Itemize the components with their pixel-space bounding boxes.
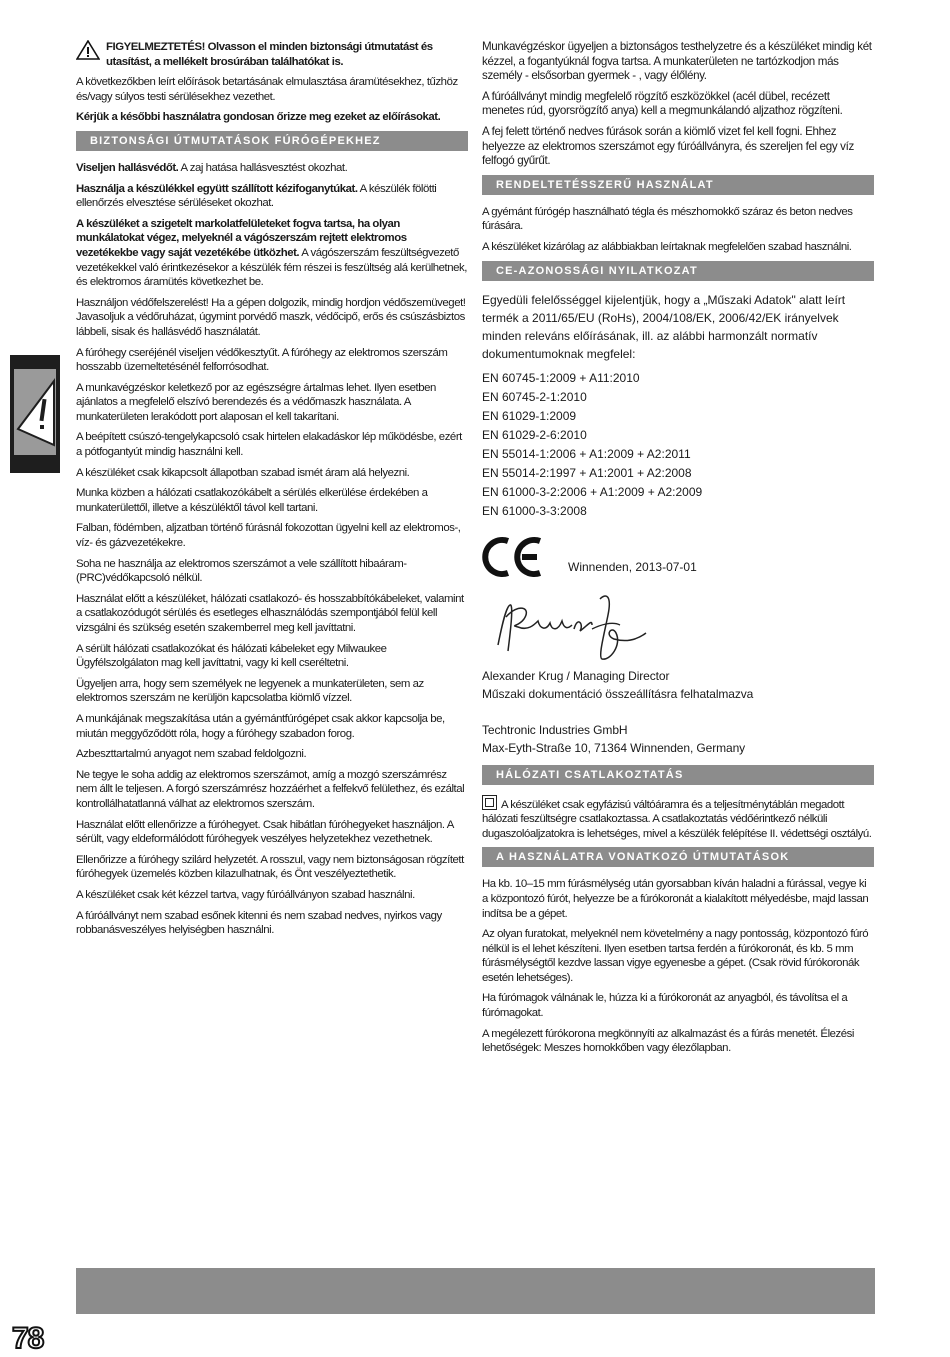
para-cable: Munka közben a hálózati csatlakozókábelt a sérülés elkerülése érdekében a munkaterülettől, illetve a készüléktől távol kell tartani. [76,487,428,514]
para-instr-4: A megélezett fúrókorona megkönnyíti az alkalmazást és a fúrás menetét. Élezési lehetőségek: Meszes homokkőben vagy élezőlapban. [482,1027,855,1055]
para-use-1: A gyémánt fúrógép használható tégla és mészhomokkő száraz és beton nedves fúrására. [482,205,853,233]
standard-item: EN 61000-3-3:2008 [482,503,587,518]
section-header-intended-use: RENDELTETÉSSZERŰ HASZNÁLAT [482,175,874,195]
para-water: Ügyeljen arra, hogy sem személyek ne legyenek a munkaterületen, sem az elektromos szerszám ne kerüljön kapcsolatba kiömlő vízzel. [76,677,424,705]
standard-item: EN 61029-2-6:2010 [482,427,587,442]
warning-block [76,40,468,69]
para-instr-3: Ha fúrómagok válnának le, húzza ki a fúrókoronát az anyagból, és távolítsa el a fúrómagokat. [482,992,848,1020]
para-mains: A készüléket csak egyfázisú váltóáramra és a teljesítménytáblán megadott hálózati feszültségre csatlakoztassa. A csatlakoztatás védőérintkező nélküli dugaszolóaljzatokra is lehetséges, mivel a készülék felépítése II. védettségi osztályú. [482,795,874,842]
para-gloves: A fúróhegy cseréjénél viseljen védőkesztyűt. A fúróhegy az elektromos szerszám hosszabb üzemeltetésénél felforrósodhat. [76,346,448,374]
standard-item: EN 55014-1:2006 + A1:2009 + A2:2011 [482,446,691,461]
exclamation-triangle-icon [14,369,56,455]
para-use-2: A készüléket kizárólag az alábbiakban leírtaknak megfelelően szabad használni. [482,240,852,253]
footer-bar [76,1268,875,1314]
para-restart: A munkájának megszakítása után a gyémántfúrógépet csak akkor kapcsolja be, miután meggyőződött róla, hogy a fúróhegy szabadon forog. [76,712,445,740]
standard-item: EN 60745-1:2009 + A11:2010 [482,370,640,385]
standard-item: EN 55014-2:1997 + A1:2001 + A2:2008 [482,465,692,480]
para-overhead: A fej felett történő nedves fúrások során a kiömlő vizet fel kell fogni. Ehhez helyezze az elektromos szerszámot egy fúróállványra, és szereljen fel egy víz felfogó gyűrűt. [482,124,854,168]
para-asbestos: Azbeszttartalmú anyagot nem szabad feldolgozni. [76,748,307,761]
para-instr-2: Az olyan furatokat, melyeknél nem követelmény a nagy pontosság, központozó fúró nélkül is el lehet készíteni. Ilyen esetben tartsa ferdén a fúrókoronát, és kb. 5 mm fúrásmélységtől kezdve lassan vigye egyenesbe a gépet. (Csak rövid fúrókoronák esetén lehetséges). [482,928,869,984]
para-prc: Soha ne használja az elektromos szerszámot a vele szállított hibaáram-(PRC)védőkapcsoló nélkül. [76,557,407,585]
section-header-instructions: A HASZNÁLATRA VONATKOZÓ ÚTMUTATÁSOK [482,847,874,867]
section-header-safety: BIZTONSÁGI ÚTMUTATÁSOK FÚRÓGÉPEKHEZ [76,131,468,151]
para-clutch: A beépített csúszó-tengelykapcsoló csak hirtelen elakadáskor lép működésbe, ezért a pótfogantyút mindig használni kell. [76,431,462,459]
signer-block [482,667,874,757]
para-bit-seated: Ellenőrizze a fúróhegy szilárd helyzetét. A rosszul, vagy nem biztonságosan rögzített fúróhegyek üzemelés közben kilazulhatnak, és Önt veszélyeztethetik. [76,853,464,881]
para-two-hands: A készüléket csak két kézzel tartva, vagy fúróállványon szabad használni. [76,888,415,901]
standards-list [482,369,874,521]
page-number: 78 [12,1322,44,1355]
para-power-off: A készüléket csak kikapcsolt állapotban szabad ismét áram alá helyezni. [76,466,410,479]
signature-icon [488,585,658,665]
right-column [482,40,874,1062]
standard-item: EN 61000-3-2:2006 + A1:2009 + A2:2009 [482,484,703,499]
section-header-mains: HÁLÓZATI CSATLAKOZTATÁS [482,765,874,785]
standard-item: EN 60745-2-1:2010 [482,389,587,404]
ce-date: Winnenden, 2013-07-01 [568,559,697,574]
para-inspect: Használat előtt a készüléket, hálózati csatlakozó- és hosszabbítókábeleket, valamint a csatlakozódugót sérülés és esetleges elhasználódás szempontjából felül kell vizsgálni és szükség esetén szakemberrel meg kell javíttatni. [76,592,464,634]
keep-instructions: Kérjük a későbbi használatra gondosan őrizze meg ezeket az előírásokat. [76,111,441,124]
para-protective-gear: Használjon védőfelszerelést! Ha a gépen dolgozik, mindig hordjon védőszemüveget! Javasoljuk a védőruházat, úgymint porvédő maszk, védőcipő, erős és csúszásbiztos lábbeli, sisak és hallásvédő használatát. [76,296,466,338]
para-posture: Munkavégzéskor ügyeljen a biztonságos testhelyzetre és a készüléket mindig két kézzel, a fogantyúknál fogva tartsa. A munkaterületen ne tartózkodjon más személy - elsősorban gyermek - , vagy élőlény. [482,40,872,83]
signer-name: Alexander Krug / Managing Director [482,668,670,683]
ce-mark-icon [482,535,548,579]
ce-declaration: Egyedüli felelősséggel kijelentjük, hogy a „Műszaki Adatok" alatt leírt termék a 2011/65/EU (RoHs), 2004/108/EK, 2006/42/EK irányelvek minden releváns előírásának, ill. az alábbi harmonzált normatív dokumentumoknak megfelel: [482,292,846,361]
para-instr-1: Ha kb. 10–15 mm fúrásmélység után gyorsabban kíván haladni a fúrással, vegye ki a központozó fúrót, helyezze be a fúrókoronát a kialakított mélyedésbe, majd lassan indítsa be a gépet. [482,878,869,920]
warning-triangle-icon [76,40,100,60]
para-put-down: Ne tegye le soha addig az elektromos szerszámot, amíg a mozgó szerszámrész nem állt le teljesen. A forgó szerszámrész hozzáérhet a felfekvő felülethez, és ezáltal kontrollálhatatlanná válhat az elektromos szerszám. [76,768,465,810]
para-check-bit: Használat előtt ellenőrizze a fúróhegyet. Csak hibátlan fúróhegyeket használjon. A sérült, vagy eldeformálódott fúróhegyek veszélyes helyzetekhez vezethetnek. [76,818,454,846]
section-header-ce: CE-AZONOSSÁGI NYILATKOZAT [482,261,874,281]
para-stand-fix: A fúróállványt mindig megfelelő rögzítő eszközökkel (acél dübel, recézett menetes rúd, gyorsrögzítő anya) kell a megmunkálandó aljzathoz rögzíteni. [482,89,843,118]
para-wall-lines: Falban, födémben, aljzatban történő fúrásnál fokozottan ügyelni kell az elektromos-, víz- és gázvezetékekre. [76,522,461,550]
standard-item: EN 61029-1:2009 [482,408,577,423]
side-warning-tab [10,355,60,473]
para-dust: A munkavégzéskor keletkező por az egészségre ártalmas lehet. Ilyen esetben ajánlatos a megfelelő elszívó berendezés és a védőmaszk használata. A munkaterületen lerakódott port alaposan el kell takarítani. [76,381,436,423]
para-damaged-cables: A sérült hálózati csatlakozókat és hálózati kábeleket egy Milwaukee Ügyfélszolgálaton mag kell javíttatni, vagy ki kell cseréltetni. [76,642,387,670]
side-tab-panel [14,369,56,455]
signer-role: Műszaki dokumentáció összeállításra felhatalmazva [482,686,754,701]
protection-class-ii-icon [482,795,497,810]
left-column [76,40,468,944]
warning-text: A következőkben leírt előírások betartásának elmulasztása áramütésekhez, tűzhöz és/vagy súlyos testi sérülésekhez vezethet. [76,76,458,103]
para-stand-weather: A fúróállványt nem szabad esőnek kitenni és nem szabad nedves, nyirkos vagy robbanásveszélyes helyiségben használni. [76,909,442,937]
company-address: Max-Eyth-Straße 10, 71364 Winnenden, Germany [482,740,746,755]
para-hearing: Viseljen hallásvédőt. A zaj hatása hallásvesztést okozhat. [76,161,348,174]
para-insulated-grip: A készüléket a szigetelt markolatfelületeket fogva tartsa, ha olyan munkálatokat végez, melyeknél a vágószerszám rejtett elektromos vezetékekbe vagy saját vezetékébe ütközhet. A vágószerszám feszültségvezető vezetékekkel való érintkezésekor a készülék fém részei is feszültség alá kerülhetnek, és elektromos áramütés következhet be. [76,217,468,289]
warning-title: FIGYELMEZTETÉS! Olvasson el minden biztonsági útmutatást és utasítást, a mellékelt brosúrában találhatókat is. [106,41,433,68]
company-name: Techtronic Industries GmbH [482,722,628,737]
ce-row [482,535,874,579]
para-handles: Használja a készülékkel együtt szállított kézifoganytúkat. A készülék fölötti ellenőrzés elvesztése sérüléseket okozhat. [76,182,437,210]
